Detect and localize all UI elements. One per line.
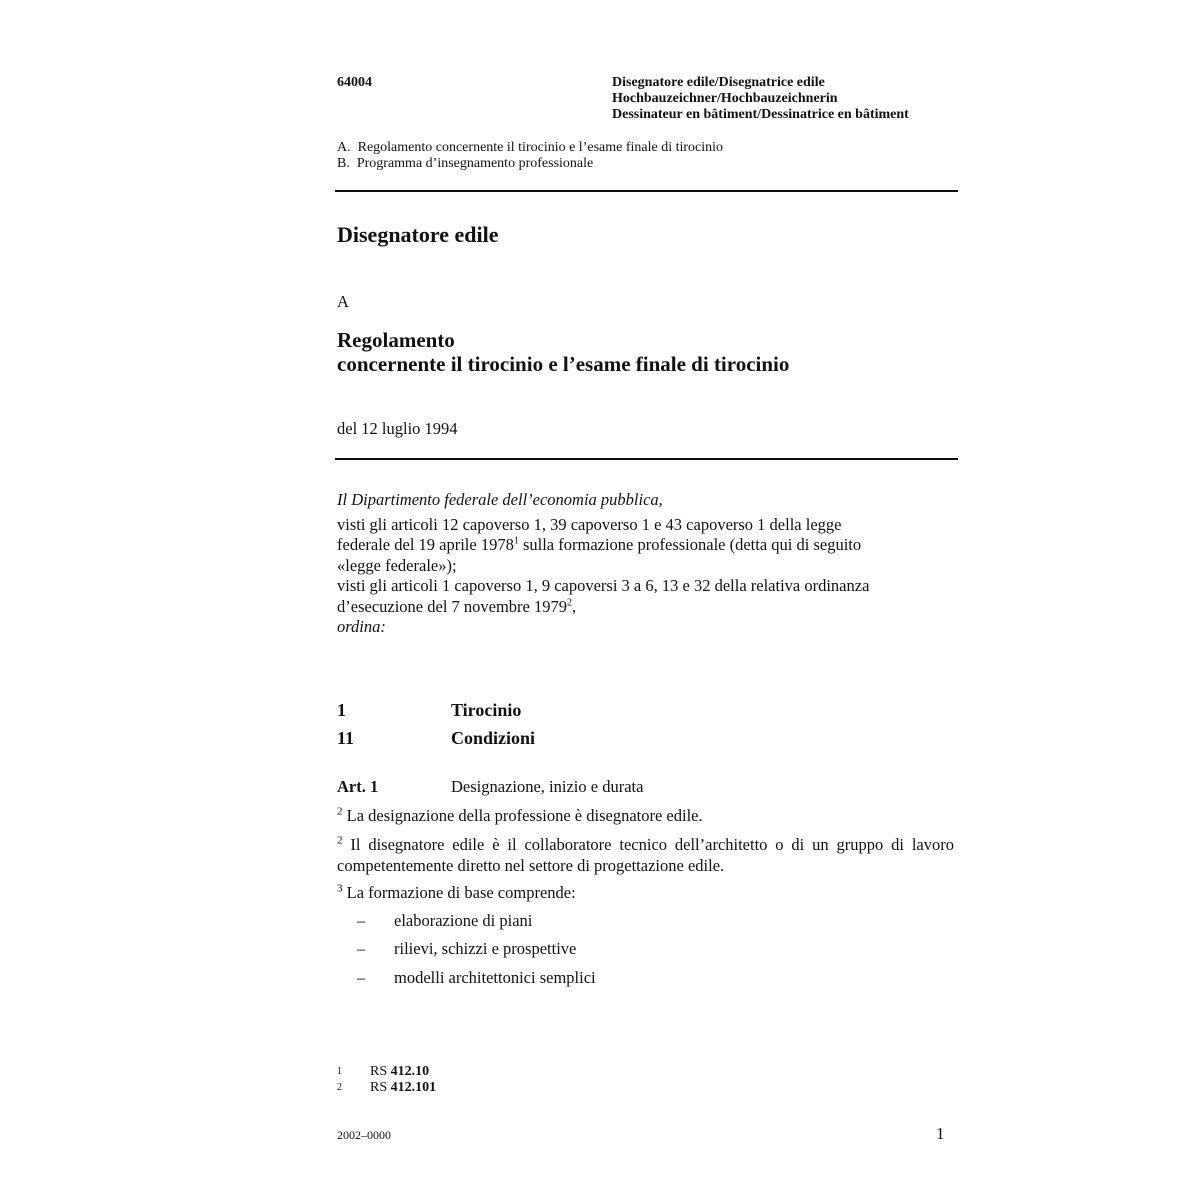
paragraph-number: 2: [337, 834, 343, 847]
preamble-line: visti gli articoli 1 capoverso 1, 9 capoversi 3 a 6, 13 e 32 della relativa ordinanza: [337, 576, 870, 595]
preamble: [337, 490, 957, 638]
footnote-reference: 412.10: [390, 1064, 430, 1079]
page-title: Disegnatore edile: [337, 222, 499, 247]
section-number: 11: [337, 728, 355, 748]
paragraph-number: 3: [337, 882, 343, 895]
preamble-line: federale del 19 aprile 1978$^1$ sulla formazione professionale (detta qui di seguito: [337, 535, 862, 554]
part-letter: A: [337, 292, 349, 311]
preamble-line: visti gli articoli 12 capoverso 1, 39 capoverso 1 e 43 capoverso 1 della legge: [337, 514, 842, 534]
preamble-line: «legge federale»);: [337, 555, 457, 575]
section-title: Tirocinio: [451, 700, 522, 720]
regulation-title-line2: concernente il tirocinio e l’esame finale di tirocinio: [337, 352, 790, 376]
dash-bullet: –: [357, 939, 366, 958]
dash-bullet: –: [357, 968, 366, 987]
contents-list: [337, 140, 723, 172]
article-title: Designazione, inizio e durata: [451, 777, 644, 796]
contents-item-b: B. Programma d’insegnamento professionale: [337, 156, 594, 171]
footnote-number: 1: [337, 1066, 342, 1077]
footnote-ref-1[interactable]: 1: [513, 535, 519, 547]
document-number: 64004: [337, 75, 372, 90]
article-heading: [337, 777, 643, 798]
header-titles: [612, 75, 909, 123]
header-divider: [335, 190, 958, 192]
preamble-authority: Il Dipartimento federale dell’economia pubblica,: [337, 490, 663, 509]
article-paragraph-3: $^3$ La formazione di base comprende:: [337, 882, 576, 902]
footnote-2: 2 RS 412.101: [337, 1080, 437, 1095]
dash-bullet: –: [357, 911, 366, 930]
regulation-title-line1: Regolamento: [337, 328, 455, 352]
regulation-date: del 12 luglio 1994: [337, 419, 458, 438]
article-label: Art. 1: [337, 777, 379, 796]
section-number: 1: [337, 700, 346, 720]
footnote-ref-2[interactable]: 2: [567, 597, 573, 608]
footnote-reference: 412.101: [390, 1080, 437, 1095]
section-heading-1: [337, 700, 521, 721]
paragraph-number: 2: [337, 805, 343, 818]
list-item: – rilievi, schizzi e prospettive: [357, 939, 577, 958]
page-number: 1: [936, 1124, 945, 1143]
footnote-1: 1 RS 412.10: [337, 1064, 430, 1079]
article-paragraph-1: $^2$ La designazione della professione è disegnatore edile.: [337, 805, 703, 825]
header-title-fr: Dessinateur en bâtiment/Dessinatrice en bâtiment: [612, 107, 909, 122]
preamble-order: ordina:: [337, 617, 386, 636]
regulation-title: [337, 328, 789, 376]
article-paragraph-2: $^2$ Il disegnatore edile è il collaboratore tecnico dell’architetto o di un gruppo di lavoro competentemente diretto nel settore di progettazione edile.: [337, 834, 954, 875]
contents-item-a: A. Regolamento concernente il tirocinio e l’esame finale di tirocinio: [337, 140, 724, 155]
footer-code: 2002–0000: [337, 1128, 391, 1142]
section-heading-11: [337, 728, 535, 749]
footnote-number: 2: [337, 1082, 342, 1093]
section-title: Condizioni: [451, 728, 536, 748]
preamble-line: d’esecuzione del 7 novembre 1979$^2$,: [337, 596, 577, 616]
list-item: – modelli architettonici semplici: [357, 968, 596, 987]
header-title-it: Disegnatore edile/Disegnatrice edile: [612, 75, 825, 90]
header-title-de: Hochbauzeichner/Hochbauzeichnerin: [612, 91, 838, 106]
title-divider: [335, 458, 958, 460]
list-item: – elaborazione di piani: [357, 911, 533, 930]
